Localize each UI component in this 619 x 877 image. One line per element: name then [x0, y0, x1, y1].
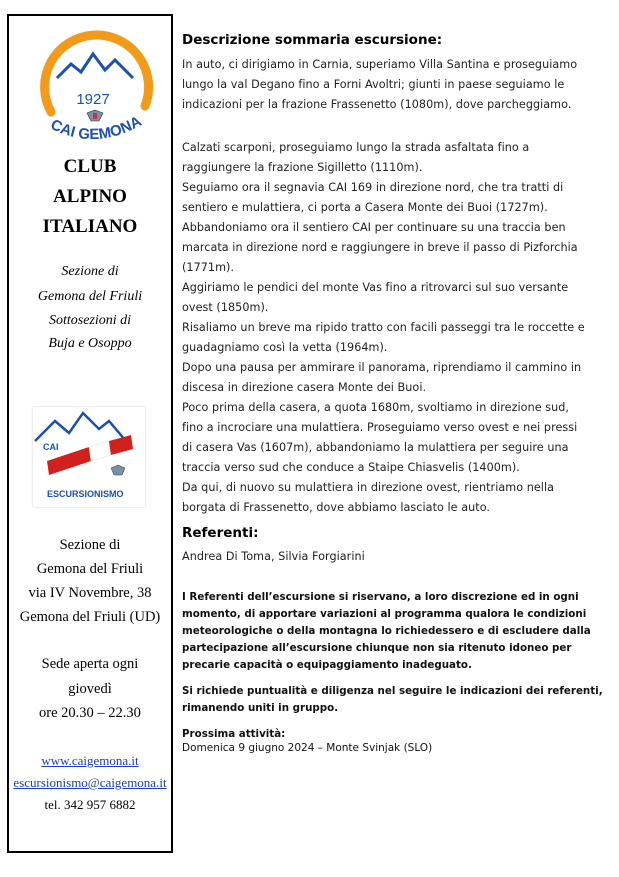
text-line: Abbandoniamo ora il sentiero CAI per continuare su una traccia ben	[182, 221, 566, 234]
esc-logo-bottom: ESCURSIONISMO	[47, 489, 124, 499]
logo-year: 1927	[76, 91, 110, 108]
hours-line-2: giovedì	[68, 681, 112, 697]
text-line: Dopo una pausa per ammirare il panorama, riprendiamo il cammino in	[182, 361, 582, 374]
text-line: guadagniamo così la vetta (1964m).	[182, 341, 388, 354]
address-line-4: Gemona del Friuli (UD)	[19, 609, 161, 625]
sidebar	[7, 14, 173, 853]
text-line: partecipazione all’escursione chiunque non sia ritenuto idoneo per	[182, 642, 572, 654]
text-line: indicazioni per la frazione Frassenetto (1080m), dove parcheggiamo.	[182, 98, 572, 111]
telephone: tel. 342 957 6882	[44, 797, 136, 812]
text-line: Risaliamo un breve ma ripido tratto con facili passeggi tra le roccette e	[182, 321, 585, 334]
cai-escursionismo-logo	[33, 407, 145, 507]
text-line: meteorologiche o della montagna lo richiedessero e di escludere dalla	[182, 625, 591, 637]
text-line: lungo la val Degano fino a Forni Avoltri; giunti in paese seguiamo le	[182, 78, 565, 91]
email-link[interactable]: escursionismo@caigemona.it	[13, 775, 167, 790]
address-line-3: via IV Novembre, 38	[28, 585, 152, 601]
cai-star-emblem	[87, 110, 103, 121]
sezione-line-3: Sottosezioni di	[48, 313, 132, 328]
description-title: Descrizione sommaria escursione:	[182, 32, 443, 48]
club-line-1: CLUB	[63, 156, 117, 177]
website-link[interactable]: www.caigemona.it	[41, 753, 139, 768]
logo-name: CAI GEMONA	[47, 112, 145, 144]
referenti-title: Referenti:	[182, 525, 259, 541]
referenti-names: Andrea Di Toma, Silvia Forgiarini	[182, 550, 365, 563]
next-activity-title: Prossima attività:	[182, 728, 286, 740]
sezione-line-2: Gemona del Friuli	[37, 289, 143, 304]
text-line: Poco prima della casera, a quota 1680m, svoltiamo in direzione sud,	[182, 401, 570, 414]
text-line: I Referenti dell’escursione si riservano, a loro discrezione ed in ogni	[182, 591, 579, 603]
text-line: Calzati scarponi, proseguiamo lungo la strada asfaltata fino a	[182, 141, 530, 154]
sezione-line-1: Sezione di	[61, 264, 119, 279]
text-line: Da qui, di nuovo su mulattiera in direzione ovest, rientriamo nella	[182, 481, 555, 494]
text-line: discesa in direzione casera Monte dei Buoi.	[182, 381, 427, 394]
cai-star-small-icon	[111, 465, 125, 475]
text-line: ovest (1850m).	[182, 301, 269, 314]
address-line-2: Gemona del Friuli	[36, 561, 144, 577]
esc-logo-top: CAI	[43, 442, 59, 452]
text-line: momento, di apportare variazioni al programma qualora le condizioni	[182, 608, 587, 620]
text-line: marcata in direzione nord e raggiungere in breve il passo di Pizforchia	[182, 241, 578, 254]
cai-gemona-logo	[29, 20, 161, 148]
text-line: In auto, ci dirigiamo in Carnia, superiamo Villa Santina e proseguiamo	[182, 58, 578, 71]
text-line: fino a incrociare una mulattiera. Proseguiamo verso ovest e nei pressi	[182, 421, 578, 434]
text-line: rimanendo uniti in gruppo.	[182, 702, 339, 714]
text-line: Si richiede puntualità e diligenza nel seguire le indicazioni dei referenti,	[182, 685, 603, 697]
text-line: raggiungere la frazione Sigilletto (1110m).	[182, 161, 423, 174]
text-line: Seguiamo ora il segnavia CAI 169 in direzione nord, che tra tratti di	[182, 181, 564, 194]
text-line: traccia verso sud che conduce a Staipe Chiasvelis (1400m).	[182, 461, 520, 474]
text-line: sentiero e mulattiera, ci porta a Casera Monte dei Buoi (1727m).	[182, 201, 548, 214]
hours-line-3: ore 20.30 – 22.30	[39, 705, 141, 721]
next-activity: Domenica 9 giugno 2024 – Monte Svinjak (SLO)	[182, 742, 433, 754]
club-line-2: ALPINO	[53, 186, 127, 207]
hours-line-1: Sede aperta ogni	[41, 656, 139, 672]
address-line-1: Sezione di	[59, 537, 121, 553]
text-line: borgata di Frassenetto, dove abbiamo lasciato le auto.	[182, 501, 490, 514]
sezione-line-4: Buja e Osoppo	[48, 336, 132, 351]
text-line: (1771m).	[182, 261, 235, 274]
text-line: di casera Vas (1607m), abbandoniamo la mulattiera per seguire una	[182, 441, 569, 454]
text-line: Aggiriamo le pendici del monte Vas fino a ritrovarci sul suo versante	[182, 281, 569, 294]
text-line: precarie capacità o equipaggiamento inadeguato.	[182, 659, 472, 671]
club-line-3: ITALIANO	[42, 216, 138, 237]
